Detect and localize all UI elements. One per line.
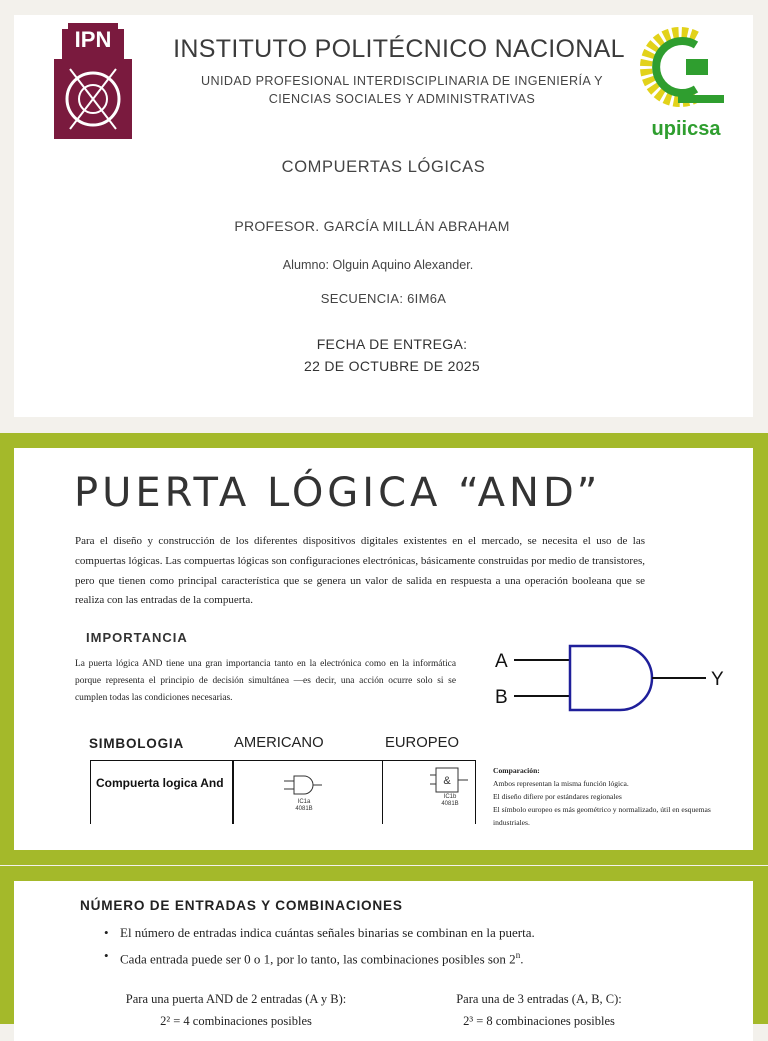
symbology-heading: SIMBOLOGIA [89, 736, 184, 751]
american-and-symbol [284, 774, 324, 796]
document-title: COMPUERTAS LÓGICAS [281, 158, 486, 176]
comparison-line: El símbolo europeo es más geométrico y normalizado, útil en esquemas industriales. [493, 805, 711, 827]
intro-paragraph: Para el diseño y construcción de los diferentes dispositivos digitales existentes en el mercado, se necesita el uso de las compuertas lógicas. Las compuertas lógicas son configuraciones electrónicas, básicamente construidas por medio de transistores, pero que tienen como principal característica que se genera un valor de salida en respuesta a una operación booleana que se realiza con las entradas de la compuerta. [75, 535, 645, 607]
upiicsa-logo-text: upiicsa [651, 118, 721, 139]
and-gate-diagram [484, 640, 744, 716]
section-heading: NÚMERO DE ENTRADAS Y COMBINACIONES [80, 898, 403, 913]
sequence: SECUENCIA: 6IM6A [320, 291, 447, 306]
ipn-logo-text: IPN [74, 27, 112, 52]
input-b-label: B [495, 687, 508, 708]
comparison-heading: Comparación: [493, 766, 540, 775]
american-label: AMERICANO [234, 735, 324, 751]
and-gate-symbol [570, 646, 652, 710]
ipn-logo [50, 19, 138, 147]
cover-page [14, 15, 753, 417]
comparison-line: Ambos representan la misma función lógica. [493, 779, 629, 788]
table-divider [232, 760, 234, 824]
table-right-border [475, 760, 476, 824]
importance-heading: IMPORTANCIA [86, 630, 188, 645]
professor-name: PROFESOR. GARCÍA MILLÁN ABRAHAM [234, 218, 510, 234]
european-symbol-text: & [443, 775, 451, 787]
upiicsa-logo [638, 23, 734, 139]
table-left-border [90, 760, 91, 824]
page-title: PUERTA LÓGICA “AND” [74, 470, 602, 516]
example-three-inputs: Para una de 3 entradas (A, B, C): 2³ = 8 combinaciones posibles [456, 992, 622, 1028]
european-ic-label: IC1b 4081B [441, 794, 459, 807]
european-and-symbol [430, 766, 470, 794]
bullet-list [104, 921, 724, 967]
list-item: • Cada entrada puede ser 0 o 1, por lo tanto, las combinaciones posibles son 2$^n$. [104, 948, 524, 967]
inputs-page [14, 881, 753, 1041]
list-item: • El número de entradas indica cuántas señales binarias se combinan en la puerta. [104, 925, 535, 940]
table-divider [382, 760, 383, 824]
table-top-border [90, 760, 476, 761]
table-row-label: Compuerta logica And [96, 776, 224, 790]
institution-name: INSTITUTO POLITÉCNICO NACIONAL [173, 35, 625, 63]
and-gate-page [14, 448, 753, 850]
comparison-line: El diseño difiere por estándares regionales [493, 792, 622, 801]
date-value: 22 DE OCTUBRE DE 2025 [304, 358, 480, 374]
delivery-date [14, 333, 768, 377]
european-label: EUROPEO [385, 735, 459, 751]
importance-text: La puerta lógica AND tiene una gran importancia tanto en la electrónica como en la informática porque representa el principio de decisión simultánea —es decir, una acción ocurre solo si se cumplen todas las condiciones necesarias. [75, 659, 456, 703]
student-name: Alumno: Olguin Aquino Alexander. [282, 258, 474, 272]
unit-name: UNIDAD PROFESIONAL INTERDISCIPLINARIA DE INGENIERÍA Y CIENCIAS SOCIALES Y ADMINISTRATIVAS [201, 74, 603, 106]
output-label: Y [711, 669, 724, 690]
american-ic-label: IC1a 4081B [295, 799, 313, 812]
example-two-inputs: Para una puerta AND de 2 entradas (A y B): 2² = 4 combinaciones posibles [125, 992, 347, 1028]
input-a-label: A [495, 651, 508, 672]
comparison-box [493, 764, 749, 829]
date-label: FECHA DE ENTREGA: [316, 336, 468, 352]
exponent: n [515, 950, 521, 960]
